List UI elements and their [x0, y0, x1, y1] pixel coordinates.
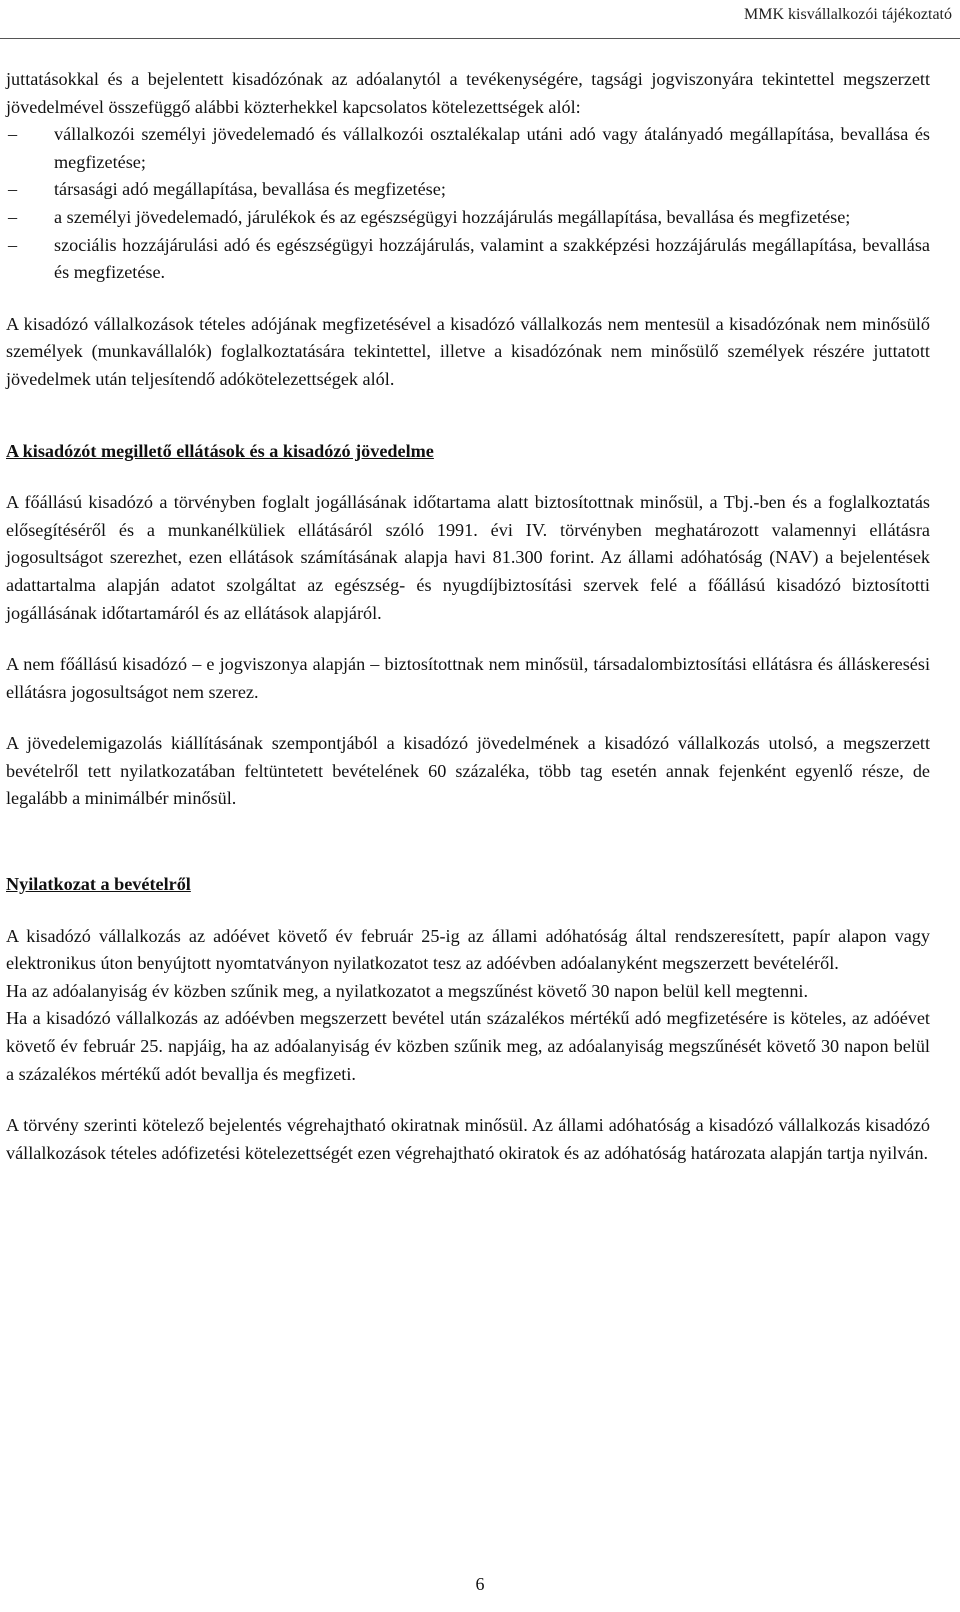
paragraph-percentage-tax: Ha a kisadózó vállalkozás az adóévben megszerzett bevétel után százalékos mértékű adó megfizetésére is köteles, az adóévet követő év február 25. napjáig, ha az adóalanyiság év közben szűnik meg, az adóalanyiság megszűnését követő 30 napon belül a százalékos mértékű adót bevallja és megfizeti.: [6, 1008, 930, 1084]
paragraph-enforceable-document: A törvény szerinti kötelező bejelentés végrehajtható okiratnak minősül. Az állami adóhatóság a kisadózó vállalkozás kisadózó vállalkozások tételes adófizetési kötelezettségét ezen végrehajtható okiratok és az adóhatóság határozata alapján tartja nyilván.: [6, 1115, 930, 1163]
paragraph-part-time: A nem főállású kisadózó – e jogviszonya alapján – biztosítottnak nem minősül, társadalombiztosítási ellátásra és álláskeresési ellátásra jogosultságot nem szerez.: [6, 654, 930, 702]
exemption-paragraph: A kisadózó vállalkozások tételes adójának megfizetésével a kisadózó vállalkozás nem mentesül a kisadózónak nem minősülő személyek (munkavállalók) foglalkoztatására tekintettel, illetve a kisadózónak nem minősülő személyek részére juttatott jövedelmek után teljesítendő adókötelezettségek alól.: [6, 313, 930, 389]
running-header: MMK kisvállalkozói tájékoztató: [744, 6, 952, 23]
header-rule: [0, 38, 960, 39]
list-item-text: társasági adó megállapítása, bevallása és megfizetése;: [54, 179, 446, 200]
paragraph-full-time: A főállású kisadózó a törvényben foglalt jogállásának időtartama alatt biztosítottnak minősül, a Tbj.-ben és a foglalkoztatás elősegítéséről és a munkanélküliek ellátásáról szóló 1991. évi IV. törvényben meghatározott valamennyi ellátásra jogosultságot szerezhet, ezen ellátások számításának alapja havi 81.300 forint. Az állami adóhatóság (NAV) a bejelentések adattartalma alapján adatot szolgáltat az egészség- és nyugdíjbiztosítási szervek felé a főállású kisadózó biztosítotti jogállásának időtartamáról és az ellátások alapjáról.: [6, 492, 930, 623]
section-heading-declaration: Nyilatkozat a bevételről: [6, 874, 191, 895]
dash-bullet: –: [8, 179, 18, 200]
page-body: [6, 66, 930, 1167]
intro-paragraph: juttatásokkal és a bejelentett kisadózónak az adóalanytól a tevékenységére, tagsági jogviszonyára tekintettel megszerzett jövedelmével összefüggő alábbi közterhekkel kapcsolatos kötelezettségek alól:: [6, 69, 930, 117]
paragraph-termination: Ha az adóalanyiság év közben szűnik meg, a nyilatkozatot a megszűnést követő 30 napon belül kell megtenni.: [6, 980, 809, 1001]
list-item: [6, 176, 930, 204]
paragraph-income-certificate: A jövedelemigazolás kiállításának szempontjából a kisadózó jövedelmének a kisadózó vállalkozás utolsó, a megszerzett bevételről tett nyilatkozatában feltüntetett bevételének 60 százaléka, több tag esetén annak fejenként egyenlő része, de legalább a minimálbér minősül.: [6, 733, 930, 809]
paragraph-declaration-deadline: A kisadózó vállalkozás az adóévet követő év február 25-ig az állami adóhatóság által rendszeresített, papír alapon vagy elektronikus úton benyújtott nyomtatványon nyilatkozatot tesz az adóévben adóalanyként megszerzett bevételéről.: [6, 925, 930, 974]
obligation-list: [6, 121, 930, 287]
list-item: [6, 204, 930, 232]
list-item: [6, 232, 930, 287]
list-item-text: vállalkozói személyi jövedelemadó és vállalkozói osztalékalap utáni adó vagy átalányadó megállapítása, bevallása és megfizetése;: [54, 124, 930, 172]
list-item-text: a személyi jövedelemadó, járulékok és az egészségügyi hozzájárulás megállapítása, bevallása és megfizetése;: [54, 206, 851, 227]
dash-bullet: –: [8, 234, 18, 255]
list-item: [6, 121, 930, 176]
section-heading-benefits: A kisadózót megillető ellátások és a kisadózó jövedelme: [6, 440, 434, 461]
list-item-text: szociális hozzájárulási adó és egészségügyi hozzájárulás, valamint a szakképzési hozzájárulás megállapítása, bevallása és megfizetése.: [54, 234, 930, 283]
dash-bullet: –: [8, 206, 18, 227]
page-number: 6: [475, 1574, 485, 1594]
dash-bullet: –: [8, 124, 18, 145]
